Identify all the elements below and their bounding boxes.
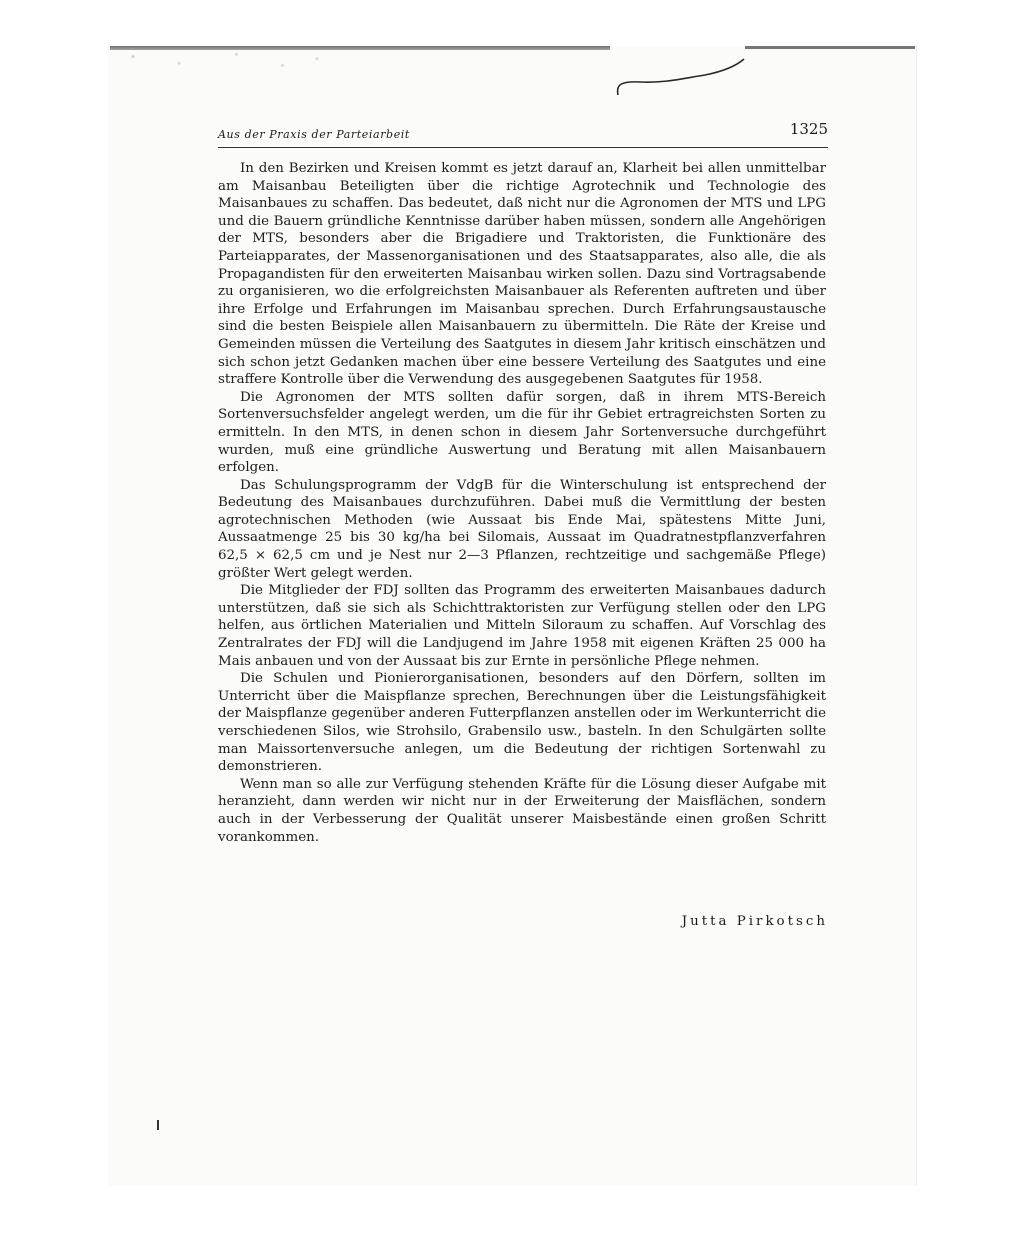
paragraph-6: Wenn man so alle zur Verfügung stehenden Kräfte für die Lösung dieser Aufgabe mit heranzieht, dann werden wir nicht nur in der Erweiterung der Maisflächen, sondern auch in der Verbesserung der Qualität unserer Maisbestände einen großen Schritt vorankommen.	[218, 776, 826, 845]
paragraph-3: Das Schulungsprogramm der VdgB für die Winterschulung ist entsprechend der Bedeutung des Maisanbaues durchzuführen. Dabei muß die Vermittlung der besten agrotechnischen Methoden (wie Aussaat bis Ende Mai, spätestens Mitte Juni, Aussaatmenge 25 bis 30 kg/ha bei Silomais, Aussaat im Quadratnestpflanzverfahren 62,5 × 62,5 cm und je Nest nur 2—3 Pflanzen, rechtzeitige und sachgemäße Pflege) größter Wert gelegt werden.	[218, 477, 826, 581]
paragraph-4: Die Mitglieder der FDJ sollten das Programm des erweiterten Maisanbaues dadurch unterstützen, daß sie sich als Schichttraktoristen zur Verfügung stellen oder den LPG helfen, aus örtlichen Materialien und Mitteln Siloraum zu schaffen. Auf Vorschlag des Zentralrates der FDJ will die Landjugend im Jahre 1958 mit eigenen Kräften 25 000 ha Mais anbauen und von der Aussaat bis zur Ernte in persönliche Pflege nehmen.	[218, 583, 826, 669]
section-title: Aus der Praxis der Parteiarbeit	[218, 128, 410, 141]
scan-speckle	[110, 50, 340, 72]
paragraph-2: Die Agronomen der MTS sollten dafür sorgen, daß in ihrem MTS-Bereich Sortenversuchsfelder angelegt werden, um die für ihr Gebiet ertragreichsten Sorten zu ermitteln. In den MTS, in denen schon in diesem Jahr Sortenversuche durchgeführt wurden, muß eine gründliche Auswertung und Beratung mit allen Maisanbauern erfolgen.	[218, 389, 826, 476]
page-number: 1325	[789, 120, 828, 138]
margin-tick-mark	[157, 1120, 159, 1130]
scan-edge-mark-right	[745, 46, 915, 49]
article-body	[218, 160, 826, 846]
author-signature: Jutta Pirkotsch	[681, 914, 828, 929]
pen-scribble-mark	[610, 55, 750, 100]
paragraph-5: Die Schulen und Pionierorganisationen, besonders auf den Dörfern, sollten im Unterricht über die Maispflanze sprechen, Berechnungen über die Leistungsfähigkeit der Maispflanze gegenüber anderen Futterpflanzen anstellen oder im Werkunterricht die verschiedenen Silos, wie Strohsilo, Grabensilo usw., basteln. In den Schulgärten sollte man Maissortenversuche anlegen, um die Bedeutung der richtigen Sortenwahl zu demonstrieren.	[218, 671, 826, 775]
running-header	[218, 120, 828, 148]
paragraph-1: In den Bezirken und Kreisen kommt es jetzt darauf an, Klarheit bei allen unmittelbar am Maisanbau Beteiligten über die richtige Agrotechnik und Technologie des Maisanbaues zu schaffen. Das bedeutet, daß nicht nur die Agronomen der MTS und LPG und die Bauern gründliche Kenntnisse darüber haben müssen, sondern alle Angehörigen der MTS, besonders aber die Brigadiere und Traktoristen, die Funktionäre des Parteiapparates, der Massenorganisationen und des Staatsapparates, also alle, die als Propagandisten für den erweiterten Maisanbau wirken sollen. Dazu sind Vortragsabende zu organisieren, wo die erfolgreichsten Maisanbauer als Referenten auftreten und über ihre Erfolge und Erfahrungen im Maisanbau sprechen. Durch Erfahrungsaustausche sind die besten Beispiele allen Maisanbauern zu übermitteln. Die Räte der Kreise und Gemeinden müssen die Verteilung des Saatgutes in diesem Jahr kritisch einschätzen und sich schon jetzt Gedanken machen über eine bessere Verteilung des Saatgutes und eine straffere Kontrolle über die Verwendung des ausgegebenen Saatgutes für 1958.	[218, 161, 826, 388]
